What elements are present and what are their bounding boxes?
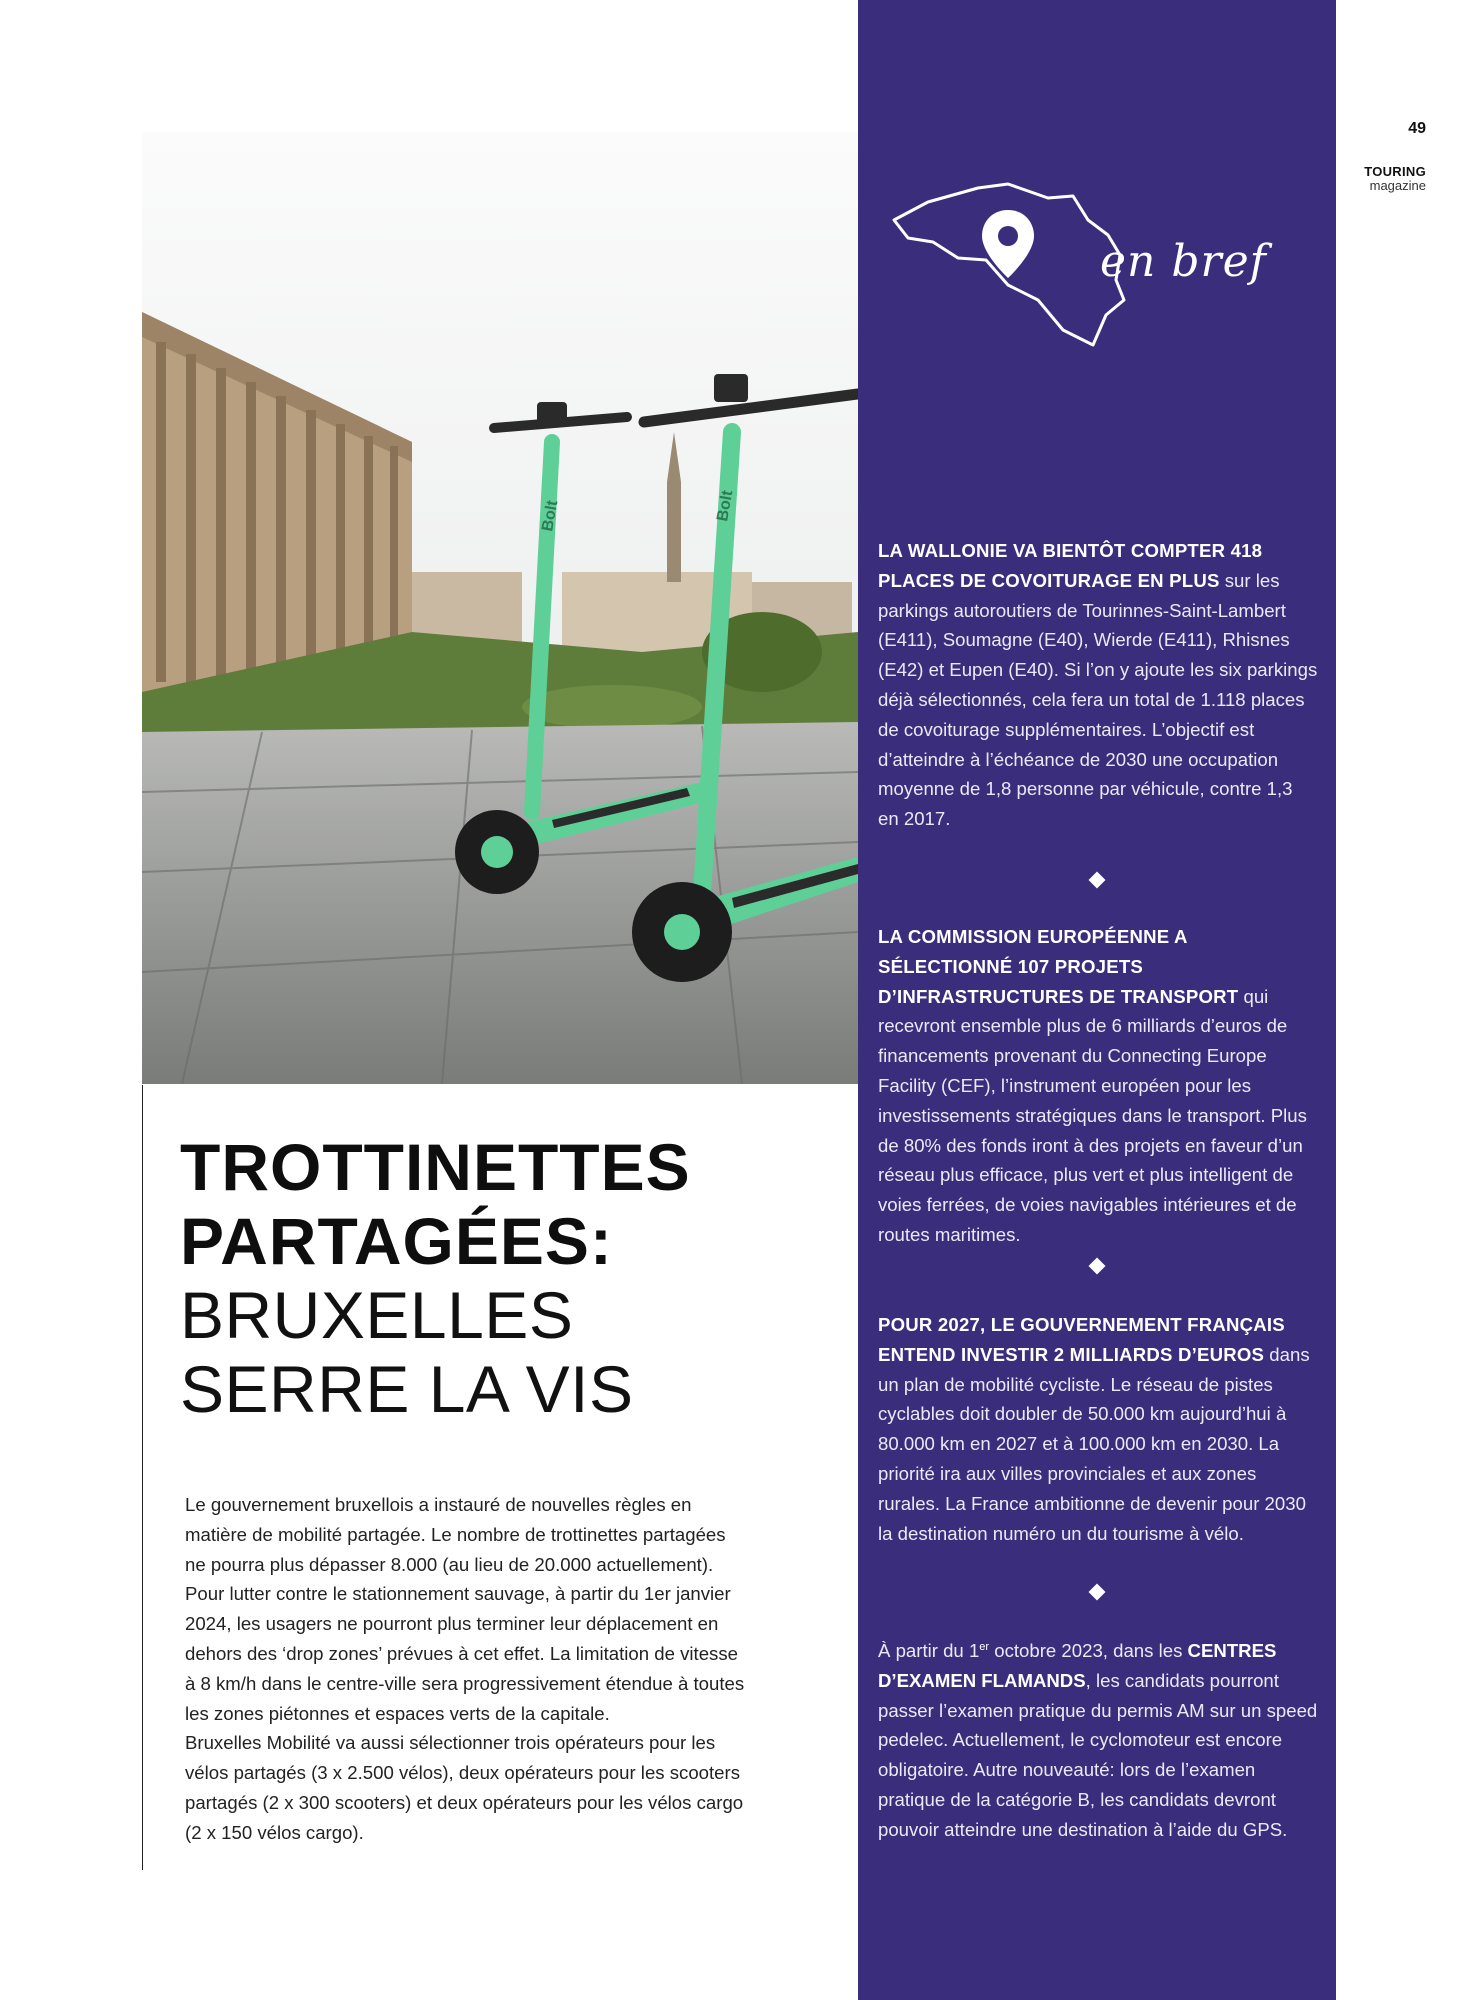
news-lead: LA WALLONIE VA BIENTÔT COMPTER 418 PLACES DE COVOITURAGE EN PLUS	[878, 540, 1263, 591]
news-item-france	[878, 1310, 1318, 1548]
brand-name: TOURING	[1364, 164, 1426, 179]
news-text: dans un plan de mobilité cycliste. Le réseau de pistes cyclables doit doubler de 50.000 km aujourd’hui à 80.000 km en 2027 et à 100.000 km en 2030. La priorité ira aux villes provinciales et aux zones rurales. La France ambitionne de devenir pour 2030 la destination numéro un du tourisme à vélo.	[878, 1343, 1310, 1544]
scooter-brand-label: Bolt	[714, 489, 737, 523]
scooters-photo	[142, 132, 858, 1084]
scooter-brand-label: Bolt	[539, 499, 562, 533]
news-text: sur les parkings autoroutiers de Tourinnes-Saint-Lambert (E411), Soumagne (E40), Wierde (E411), Rhisnes (E42) et Eupen (E40). Si l’on y ajoute les six parkings déjà sélectionnés, cela fera un total de 1.118 places de covoiturage supplémentaires. L’objectif est d’atteindre à l’échéance de 2030 une occupation moyenne de 1,8 personne par véhicule, contre 1,3 en 2017.	[878, 569, 1318, 830]
article-paragraph: Bruxelles Mobilité va aussi sélectionner trois opérateurs pour les vélos partagés (3 x 2.500 vélos), deux opérateurs pour les scooters partagés (2 x 300 scooters) et deux opérateurs pour les vélos cargo (2 x 150 vélos cargo).	[185, 1732, 744, 1843]
news-item-examen	[878, 1636, 1318, 1845]
title-line-light-1: BRUXELLES	[180, 1278, 574, 1352]
news-lead: CENTRES D’EXAMEN FLAMANDS	[878, 1640, 1277, 1691]
news-superscript: er	[979, 1640, 990, 1653]
en-bref-heading: en bref	[1100, 236, 1267, 287]
news-lead: LA COMMISSION EUROPÉENNE A SÉLECTIONNÉ 107 PROJETS D’INFRASTRUCTURES DE TRANSPORT	[878, 926, 1239, 1007]
news-intro-2: octobre 2023, dans les	[989, 1640, 1188, 1661]
scooters-illustration	[142, 132, 858, 1084]
title-line-bold-2: PARTAGÉES:	[180, 1204, 613, 1278]
article-body	[185, 1490, 745, 1848]
column-rule	[142, 1085, 143, 1870]
article-paragraph: Le gouvernement bruxellois a instauré de nouvelles règles en matière de mobilité partagée. Le nombre de trottinettes partagées ne pourra plus dépasser 8.000 (au lieu de 20.000 actuellement). Pour lutter contre le stationnement sauvage, à partir du 1er janvier 2024, les usagers ne pourront plus terminer leur déplacement en dehors des ‘drop zones’ prévues à cet effet. La limitation de vitesse à 8 km/h dans le centre-ville sera progressivement étendue à toutes les zones piétonnes et espaces verts de la capitale.	[185, 1494, 745, 1724]
news-lead: POUR 2027, LE GOUVERNEMENT FRANÇAIS ENTEND INVESTIR 2 MILLIARDS D’EUROS	[878, 1314, 1285, 1365]
title-line-bold-1: TROTTINETTES	[180, 1130, 691, 1204]
magazine-brand	[1340, 165, 1426, 192]
news-text: qui recevront ensemble plus de 6 milliards d’euros de financements provenant du Connecting Europe Facility (CEF), l’instrument européen pour les investissements stratégiques dans le transport. Plus de 80% des fonds iront à des projets en faveur d’un réseau plus efficace, plus vert et plus intelligent de voies ferrées, de voies navigables intérieures et de routes maritimes.	[878, 985, 1307, 1245]
brand-subtitle: magazine	[1369, 177, 1426, 193]
title-line-light-2: SERRE LA VIS	[180, 1352, 634, 1426]
news-intro: À partir du 1	[878, 1640, 980, 1661]
news-text: , les candidats pourront passer l’examen pratique du permis AM sur un speed pedelec. Actuellement, le cyclomoteur est encore obligatoire. Autre nouveauté: lors de l’examen pratique de la catégorie B, les candidats devront pouvoir atteindre une destination à l’aide du GPS.	[878, 1669, 1318, 1840]
article-title	[180, 1130, 840, 1426]
news-item-wallonie	[878, 536, 1318, 834]
news-item-commission	[878, 922, 1318, 1250]
page-number: 49	[1408, 120, 1426, 137]
